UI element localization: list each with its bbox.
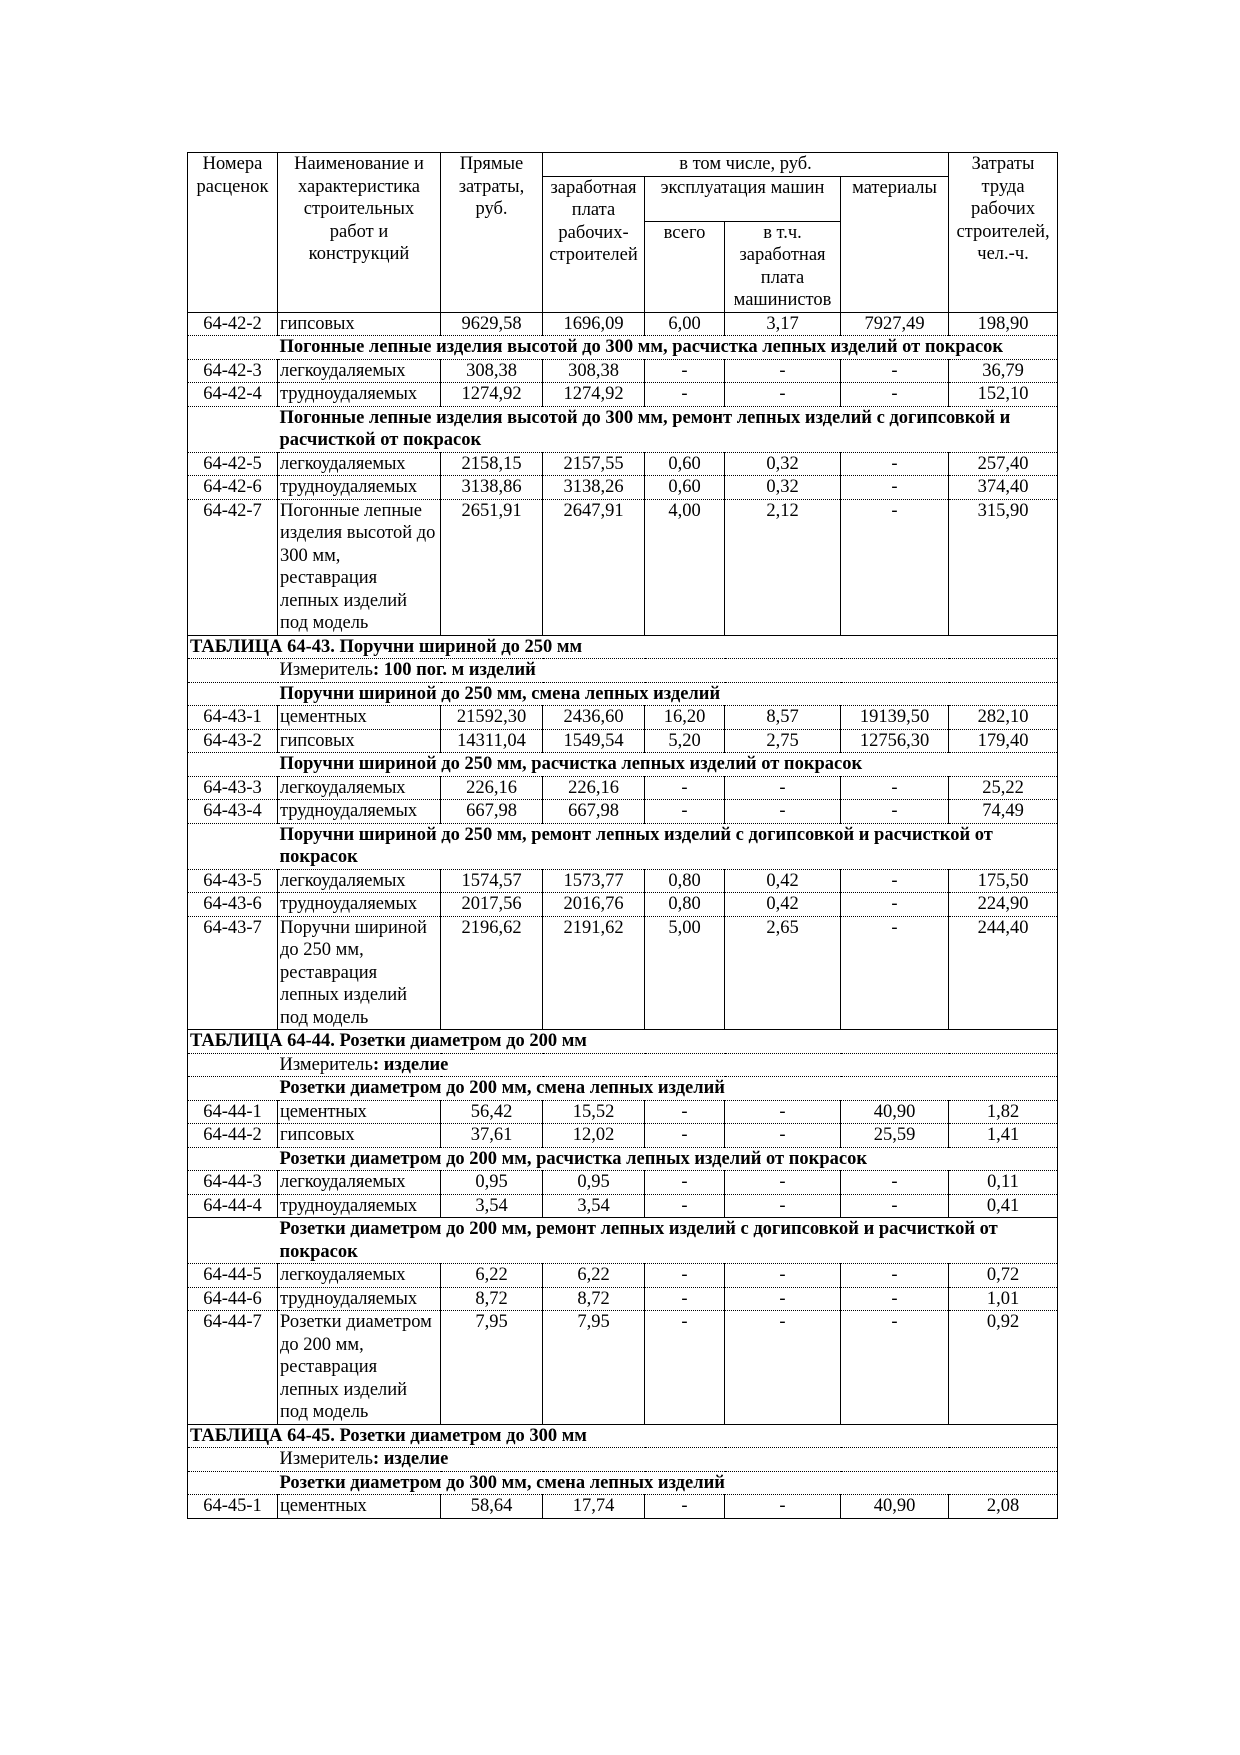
labor-cell: 224,90 <box>949 893 1058 917</box>
materials-cell: - <box>841 383 949 407</box>
work-name: трудноудаляемых <box>278 800 441 824</box>
materials-cell: - <box>841 916 949 1030</box>
section-heading: Поручни шириной до 250 мм, ремонт лепных изделий с догипсовкой и расчисткой от покрасок <box>278 823 1058 869</box>
materials-cell: - <box>841 1171 949 1195</box>
section-heading: Поручни шириной до 250 мм, расчистка лепных изделий от покрасок <box>278 753 1058 777</box>
labor-cell: 1,82 <box>949 1100 1058 1124</box>
empty-cell <box>188 659 278 683</box>
machines-wage-cell: - <box>725 1287 841 1311</box>
direct-costs-cell: 7,95 <box>441 1311 543 1425</box>
machines-wage-cell: - <box>725 1100 841 1124</box>
machines-total-cell: 4,00 <box>645 499 725 635</box>
work-name: легкоудаляемых <box>278 1264 441 1288</box>
wage-cell: 308,38 <box>543 359 645 383</box>
materials-cell: - <box>841 499 949 635</box>
machines-wage-cell: 8,57 <box>725 706 841 730</box>
table-row <box>188 1100 1058 1124</box>
rate-code: 64-43-3 <box>188 776 278 800</box>
materials-cell: - <box>841 452 949 476</box>
machines-wage-cell: 2,75 <box>725 729 841 753</box>
labor-cell: 0,92 <box>949 1311 1058 1425</box>
measure-unit-row <box>188 1053 1058 1077</box>
header-machines-total: всего <box>645 221 725 312</box>
machines-wage-cell: - <box>725 1124 841 1148</box>
machines-wage-cell: 2,65 <box>725 916 841 1030</box>
machines-wage-cell: - <box>725 1264 841 1288</box>
direct-costs-cell: 308,38 <box>441 359 543 383</box>
section-heading: Розетки диаметром до 200 мм, смена лепных изделий <box>278 1077 1058 1101</box>
wage-cell: 2016,76 <box>543 893 645 917</box>
machines-wage-cell: 3,17 <box>725 312 841 336</box>
direct-costs-cell: 21592,30 <box>441 706 543 730</box>
header-wage: заработная плата рабочих-строителей <box>543 176 645 312</box>
wage-cell: 7,95 <box>543 1311 645 1425</box>
table-row <box>188 383 1058 407</box>
labor-cell: 2,08 <box>949 1495 1058 1519</box>
materials-cell: - <box>841 1194 949 1218</box>
section-heading: Розетки диаметром до 200 мм, расчистка лепных изделий от покрасок <box>278 1147 1058 1171</box>
work-name: легкоудаляемых <box>278 776 441 800</box>
header-materials: материалы <box>841 176 949 312</box>
measure-unit-value: : изделие <box>372 1449 449 1469</box>
materials-cell: - <box>841 476 949 500</box>
empty-cell <box>188 1053 278 1077</box>
section-heading-row <box>188 753 1058 777</box>
table-row <box>188 729 1058 753</box>
work-name: гипсовых <box>278 312 441 336</box>
table-row <box>188 706 1058 730</box>
wage-cell: 1274,92 <box>543 383 645 407</box>
rate-code: 64-44-3 <box>188 1171 278 1195</box>
labor-cell: 282,10 <box>949 706 1058 730</box>
materials-cell: 40,90 <box>841 1495 949 1519</box>
machines-total-cell: 0,60 <box>645 476 725 500</box>
machines-total-cell: - <box>645 1100 725 1124</box>
measure-unit <box>278 1053 1058 1077</box>
work-name: трудноудаляемых <box>278 383 441 407</box>
rates-table <box>187 152 1058 1519</box>
rate-code: 64-43-5 <box>188 869 278 893</box>
measure-unit-value: : изделие <box>372 1054 449 1075</box>
section-heading: Розетки диаметром до 200 мм, ремонт лепных изделий с догипсовкой и расчисткой от покрасок <box>278 1218 1058 1264</box>
empty-cell <box>188 1077 278 1101</box>
direct-costs-cell: 2196,62 <box>441 916 543 1030</box>
labor-cell: 36,79 <box>949 359 1058 383</box>
section-heading: Погонные лепные изделия высотой до 300 мм, расчистка лепных изделий от покрасок <box>278 336 1058 360</box>
empty-cell <box>188 823 278 869</box>
machines-total-cell: - <box>645 1194 725 1218</box>
direct-costs-cell: 6,22 <box>441 1264 543 1288</box>
header-code: Номера расценок <box>188 153 278 313</box>
rate-code: 64-43-1 <box>188 706 278 730</box>
machines-wage-cell: - <box>725 359 841 383</box>
measure-unit-row <box>188 1448 1058 1472</box>
measure-unit-label: Измеритель <box>279 1449 373 1469</box>
labor-cell: 257,40 <box>949 452 1058 476</box>
rate-code: 64-44-7 <box>188 1311 278 1425</box>
labor-cell: 0,72 <box>949 1264 1058 1288</box>
rate-code: 64-42-7 <box>188 499 278 635</box>
section-heading-row <box>188 336 1058 360</box>
machines-wage-cell: - <box>725 383 841 407</box>
table-title: ТАБЛИЦА 64-43. Поручни шириной до 250 мм <box>188 635 1058 659</box>
machines-wage-cell: - <box>725 1495 841 1519</box>
section-heading-row <box>188 406 1058 452</box>
rate-code: 64-43-6 <box>188 893 278 917</box>
labor-cell: 25,22 <box>949 776 1058 800</box>
labor-cell: 1,01 <box>949 1287 1058 1311</box>
wage-cell: 1573,77 <box>543 869 645 893</box>
machines-total-cell: - <box>645 1495 725 1519</box>
measure-unit-label: Измеритель <box>279 1054 373 1075</box>
table-row <box>188 359 1058 383</box>
materials-cell: - <box>841 359 949 383</box>
direct-costs-cell: 3138,86 <box>441 476 543 500</box>
materials-cell: - <box>841 800 949 824</box>
rate-code: 64-44-2 <box>188 1124 278 1148</box>
table-row <box>188 1311 1058 1425</box>
work-name: Поручни шириной до 250 мм, реставрация лепных изделий под модель <box>278 916 441 1030</box>
machines-total-cell: - <box>645 359 725 383</box>
empty-cell <box>188 1147 278 1171</box>
machines-wage-cell: 0,32 <box>725 452 841 476</box>
table-title: ТАБЛИЦА 64-44. Розетки диаметром до 200 мм <box>188 1030 1058 1054</box>
direct-costs-cell: 2158,15 <box>441 452 543 476</box>
materials-cell: - <box>841 893 949 917</box>
work-name: легкоудаляемых <box>278 869 441 893</box>
empty-cell <box>188 1218 278 1264</box>
wage-cell: 2436,60 <box>543 706 645 730</box>
materials-cell: 19139,50 <box>841 706 949 730</box>
work-name: гипсовых <box>278 729 441 753</box>
wage-cell: 8,72 <box>543 1287 645 1311</box>
rate-code: 64-42-3 <box>188 359 278 383</box>
measure-unit-row <box>188 659 1058 683</box>
table-header <box>188 153 1058 313</box>
machines-total-cell: 0,80 <box>645 893 725 917</box>
direct-costs-cell: 2651,91 <box>441 499 543 635</box>
section-heading-row <box>188 1471 1058 1495</box>
empty-cell <box>188 753 278 777</box>
table-title-row <box>188 635 1058 659</box>
wage-cell: 0,95 <box>543 1171 645 1195</box>
table-row <box>188 1171 1058 1195</box>
materials-cell: - <box>841 776 949 800</box>
table-title-row <box>188 1030 1058 1054</box>
machines-wage-cell: - <box>725 1194 841 1218</box>
labor-cell: 244,40 <box>949 916 1058 1030</box>
machines-total-cell: - <box>645 1171 725 1195</box>
machines-total-cell: - <box>645 1311 725 1425</box>
work-name: цементных <box>278 1495 441 1519</box>
work-name: цементных <box>278 706 441 730</box>
wage-cell: 6,22 <box>543 1264 645 1288</box>
machines-total-cell: 0,80 <box>645 869 725 893</box>
section-heading: Погонные лепные изделия высотой до 300 мм, ремонт лепных изделий с догипсовкой и расчисткой от покрасок <box>278 406 1058 452</box>
materials-cell: 40,90 <box>841 1100 949 1124</box>
machines-total-cell: - <box>645 1287 725 1311</box>
table-row <box>188 312 1058 336</box>
machines-total-cell: 5,00 <box>645 916 725 1030</box>
work-name: гипсовых <box>278 1124 441 1148</box>
rate-code: 64-43-7 <box>188 916 278 1030</box>
work-name: трудноудаляемых <box>278 1287 441 1311</box>
rate-code: 64-42-6 <box>188 476 278 500</box>
section-heading: Поручни шириной до 250 мм, смена лепных изделий <box>278 682 1058 706</box>
materials-cell: 7927,49 <box>841 312 949 336</box>
machines-total-cell: - <box>645 1124 725 1148</box>
wage-cell: 2647,91 <box>543 499 645 635</box>
direct-costs-cell: 3,54 <box>441 1194 543 1218</box>
rate-code: 64-42-4 <box>188 383 278 407</box>
section-heading-row <box>188 1218 1058 1264</box>
empty-cell <box>188 406 278 452</box>
machines-wage-cell: - <box>725 1171 841 1195</box>
work-name: легкоудаляемых <box>278 359 441 383</box>
rate-code: 64-44-4 <box>188 1194 278 1218</box>
rate-code: 64-45-1 <box>188 1495 278 1519</box>
wage-cell: 15,52 <box>543 1100 645 1124</box>
rate-code: 64-44-6 <box>188 1287 278 1311</box>
work-name: трудноудаляемых <box>278 476 441 500</box>
machines-total-cell: 6,00 <box>645 312 725 336</box>
header-machines: эксплуатация машин <box>645 176 841 221</box>
direct-costs-cell: 56,42 <box>441 1100 543 1124</box>
machines-wage-cell: 2,12 <box>725 499 841 635</box>
direct-costs-cell: 1574,57 <box>441 869 543 893</box>
materials-cell: - <box>841 1287 949 1311</box>
work-name: Погонные лепные изделия высотой до 300 мм, реставрация лепных изделий под модель <box>278 499 441 635</box>
header-labor: Затраты труда рабочих строителей, чел.-ч. <box>949 153 1058 313</box>
direct-costs-cell: 667,98 <box>441 800 543 824</box>
wage-cell: 667,98 <box>543 800 645 824</box>
labor-cell: 152,10 <box>949 383 1058 407</box>
header-including: в том числе, руб. <box>543 153 949 177</box>
work-name: цементных <box>278 1100 441 1124</box>
wage-cell: 226,16 <box>543 776 645 800</box>
direct-costs-cell: 0,95 <box>441 1171 543 1195</box>
measure-unit <box>278 1448 1058 1472</box>
labor-cell: 175,50 <box>949 869 1058 893</box>
materials-cell: - <box>841 1311 949 1425</box>
direct-costs-cell: 226,16 <box>441 776 543 800</box>
labor-cell: 179,40 <box>949 729 1058 753</box>
wage-cell: 2191,62 <box>543 916 645 1030</box>
machines-total-cell: 0,60 <box>645 452 725 476</box>
direct-costs-cell: 9629,58 <box>441 312 543 336</box>
machines-wage-cell: - <box>725 1311 841 1425</box>
empty-cell <box>188 1471 278 1495</box>
table-row <box>188 1495 1058 1519</box>
wage-cell: 17,74 <box>543 1495 645 1519</box>
labor-cell: 0,41 <box>949 1194 1058 1218</box>
direct-costs-cell: 1274,92 <box>441 383 543 407</box>
work-name: трудноудаляемых <box>278 1194 441 1218</box>
measure-unit-label: Измеритель <box>279 660 373 680</box>
empty-cell <box>188 336 278 360</box>
table-title-row <box>188 1424 1058 1448</box>
machines-total-cell: - <box>645 800 725 824</box>
wage-cell: 12,02 <box>543 1124 645 1148</box>
wage-cell: 2157,55 <box>543 452 645 476</box>
wage-cell: 3138,26 <box>543 476 645 500</box>
table-row <box>188 1194 1058 1218</box>
table-row <box>188 452 1058 476</box>
materials-cell: - <box>841 869 949 893</box>
direct-costs-cell: 58,64 <box>441 1495 543 1519</box>
table-row <box>188 800 1058 824</box>
rate-code: 64-42-5 <box>188 452 278 476</box>
direct-costs-cell: 37,61 <box>441 1124 543 1148</box>
machines-total-cell: 16,20 <box>645 706 725 730</box>
work-name: легкоудаляемых <box>278 1171 441 1195</box>
table-row <box>188 1287 1058 1311</box>
section-heading-row <box>188 1147 1058 1171</box>
labor-cell: 374,40 <box>949 476 1058 500</box>
rate-code: 64-42-2 <box>188 312 278 336</box>
labor-cell: 74,49 <box>949 800 1058 824</box>
table-row <box>188 893 1058 917</box>
machines-wage-cell: 0,42 <box>725 893 841 917</box>
header-machines-wage: в т.ч. заработная плата машинистов <box>725 221 841 312</box>
table-row <box>188 499 1058 635</box>
work-name: Розетки диаметром до 200 мм, реставрация лепных изделий под модель <box>278 1311 441 1425</box>
measure-unit-value: : 100 пог. м изделий <box>372 660 536 680</box>
wage-cell: 1696,09 <box>543 312 645 336</box>
table-row <box>188 916 1058 1030</box>
materials-cell: - <box>841 1264 949 1288</box>
rate-code: 64-44-1 <box>188 1100 278 1124</box>
machines-wage-cell: 0,42 <box>725 869 841 893</box>
measure-unit <box>278 659 1058 683</box>
table-row <box>188 869 1058 893</box>
wage-cell: 3,54 <box>543 1194 645 1218</box>
table-row <box>188 1124 1058 1148</box>
table-row <box>188 1264 1058 1288</box>
machines-wage-cell: - <box>725 776 841 800</box>
header-direct-costs: Прямые затраты, руб. <box>441 153 543 313</box>
header-name: Наименование и характеристика строительных работ и конструкций <box>278 153 441 313</box>
labor-cell: 0,11 <box>949 1171 1058 1195</box>
materials-cell: 25,59 <box>841 1124 949 1148</box>
section-heading-row <box>188 1077 1058 1101</box>
work-name: трудноудаляемых <box>278 893 441 917</box>
direct-costs-cell: 2017,56 <box>441 893 543 917</box>
table-row <box>188 476 1058 500</box>
machines-total-cell: - <box>645 1264 725 1288</box>
rate-code: 64-43-2 <box>188 729 278 753</box>
work-name: легкоудаляемых <box>278 452 441 476</box>
machines-total-cell: - <box>645 383 725 407</box>
machines-total-cell: - <box>645 776 725 800</box>
wage-cell: 1549,54 <box>543 729 645 753</box>
empty-cell <box>188 1448 278 1472</box>
section-heading-row <box>188 682 1058 706</box>
empty-cell <box>188 682 278 706</box>
labor-cell: 198,90 <box>949 312 1058 336</box>
machines-wage-cell: - <box>725 800 841 824</box>
machines-wage-cell: 0,32 <box>725 476 841 500</box>
rate-code: 64-44-5 <box>188 1264 278 1288</box>
section-heading-row <box>188 823 1058 869</box>
labor-cell: 1,41 <box>949 1124 1058 1148</box>
section-heading: Розетки диаметром до 300 мм, смена лепных изделий <box>278 1471 1058 1495</box>
table-body <box>188 312 1058 1518</box>
direct-costs-cell: 14311,04 <box>441 729 543 753</box>
materials-cell: 12756,30 <box>841 729 949 753</box>
rate-code: 64-43-4 <box>188 800 278 824</box>
labor-cell: 315,90 <box>949 499 1058 635</box>
direct-costs-cell: 8,72 <box>441 1287 543 1311</box>
table-title: ТАБЛИЦА 64-45. Розетки диаметром до 300 мм <box>188 1424 1058 1448</box>
table-row <box>188 776 1058 800</box>
machines-total-cell: 5,20 <box>645 729 725 753</box>
